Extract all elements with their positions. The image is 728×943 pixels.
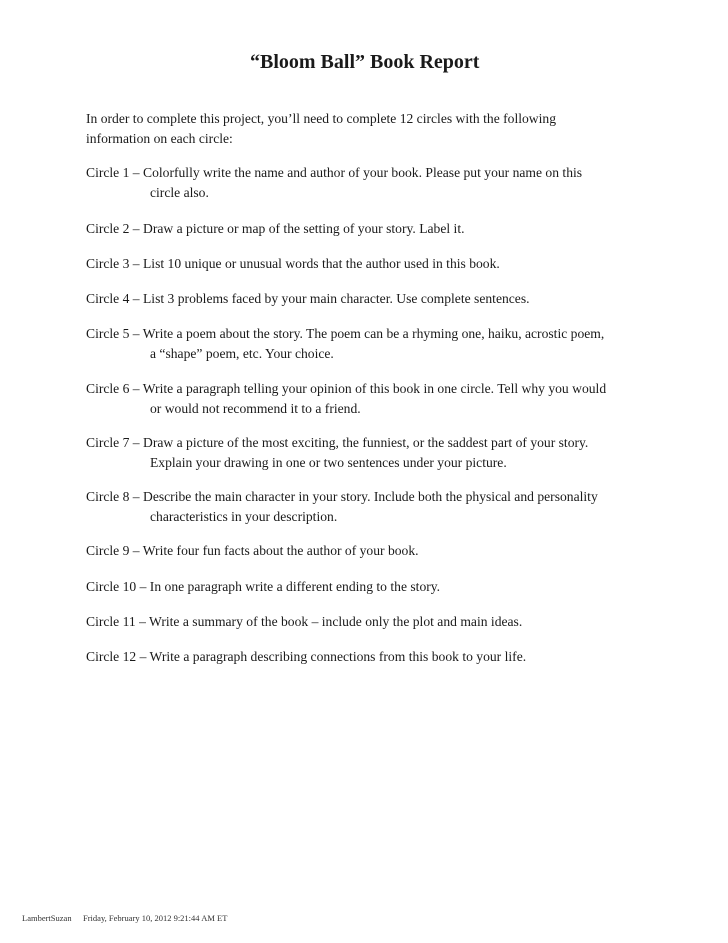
circle-8-instruction <box>86 487 706 527</box>
circle-8-continuation: characteristics in your description. <box>150 509 338 524</box>
intro-paragraph <box>86 109 646 149</box>
circle-6-line: Circle 6 – Write a paragraph telling your opinion of this book in one circle. Tell why you would <box>86 381 607 396</box>
circle-10-instruction <box>86 577 706 597</box>
footer-author: LambertSuzan <box>22 913 72 923</box>
circle-6-continuation: or would not recommend it to a friend. <box>150 401 361 416</box>
footer-timestamp: Friday, February 10, 2012 9:21:44 AM ET <box>83 913 228 923</box>
circle-10-line: Circle 10 – In one paragraph write a different ending to the story. <box>86 579 441 594</box>
circle-5-continuation: a “shape” poem, etc. Your choice. <box>150 346 334 361</box>
circle-3-line: Circle 3 – List 10 unique or unusual words that the author used in this book. <box>86 256 500 271</box>
circle-1-continuation: circle also. <box>150 185 209 200</box>
circle-7-line: Circle 7 – Draw a picture of the most exciting, the funniest, or the saddest part of your story. <box>86 435 589 450</box>
circle-7-continuation: Explain your drawing in one or two sentences under your picture. <box>150 455 507 470</box>
circle-12-instruction <box>86 647 706 667</box>
circle-11-line: Circle 11 – Write a summary of the book – include only the plot and main ideas. <box>86 614 523 629</box>
circle-1-instruction <box>86 163 706 203</box>
circle-7-instruction <box>86 433 706 473</box>
circle-11-instruction <box>86 612 706 632</box>
page-title: “Bloom Ball” Book Report <box>250 51 480 73</box>
circle-9-instruction <box>86 541 706 561</box>
circle-2-line: Circle 2 – Draw a picture or map of the setting of your story. Label it. <box>86 221 465 236</box>
circle-12-line: Circle 12 – Write a paragraph describing connections from this book to your life. <box>86 649 527 664</box>
circle-5-line: Circle 5 – Write a poem about the story. The poem can be a rhyming one, haiku, acrostic poem, <box>86 326 605 341</box>
circle-8-line: Circle 8 – Describe the main character in your story. Include both the physical and personality <box>86 489 598 504</box>
circle-3-instruction <box>86 254 706 274</box>
circle-5-instruction <box>86 324 706 364</box>
intro-line: In order to complete this project, you’ll need to complete 12 circles with the following <box>86 111 556 126</box>
circle-1-line: Circle 1 – Colorfully write the name and author of your book. Please put your name on this <box>86 165 583 180</box>
circle-6-instruction <box>86 379 706 419</box>
intro-line: information on each circle: <box>86 131 233 146</box>
circle-4-line: Circle 4 – List 3 problems faced by your main character. Use complete sentences. <box>86 291 530 306</box>
circle-2-instruction <box>86 219 706 239</box>
circle-9-line: Circle 9 – Write four fun facts about the author of your book. <box>86 543 419 558</box>
circle-4-instruction <box>86 289 706 309</box>
